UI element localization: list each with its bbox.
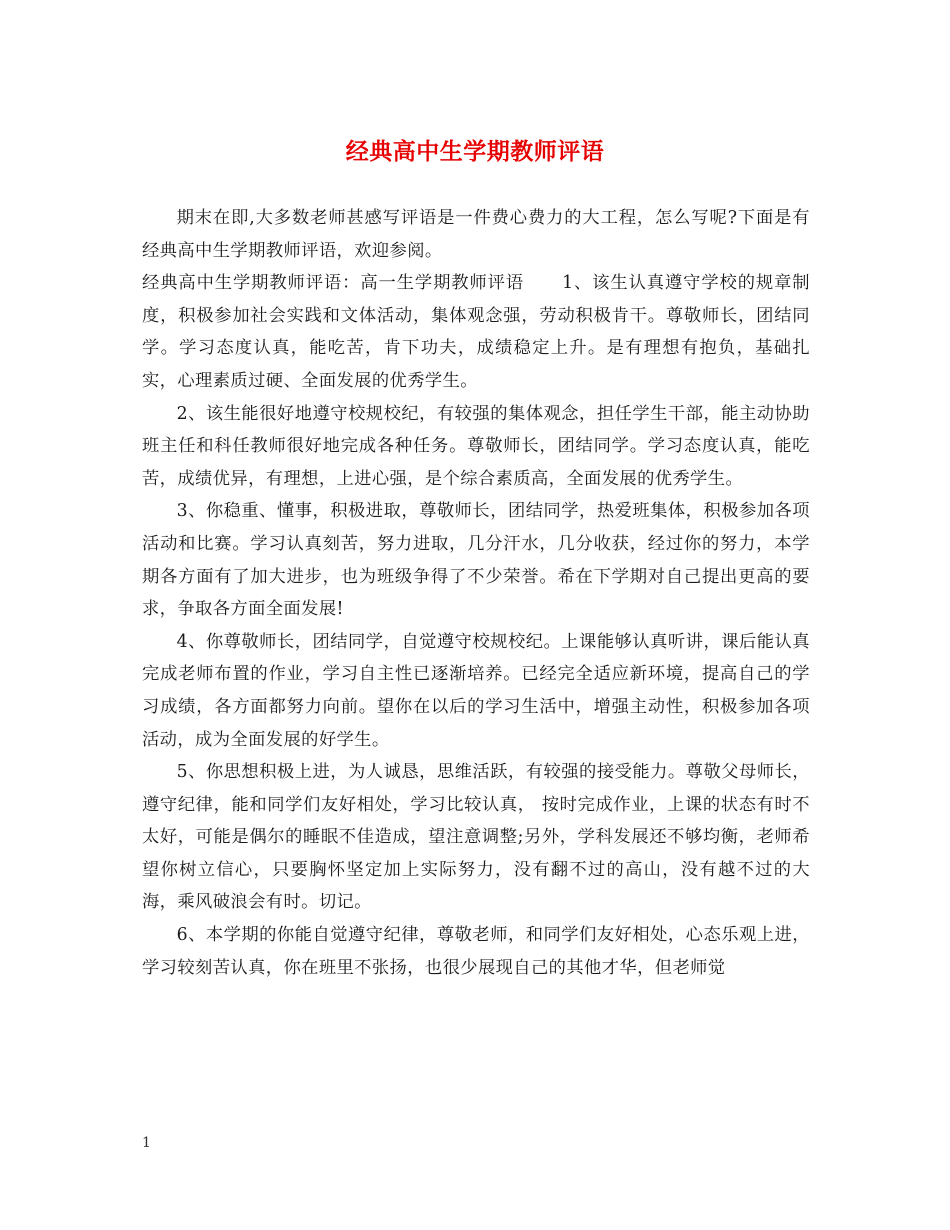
document-body xyxy=(142,202,810,984)
comment-3: 3、你稳重、懂事，积极进取，尊敬师长，团结同学，热爱班集体，积极参加各项活动和比赛。学习认真刻苦，努力进取，几分汗水，几分收获，经过你的努力，本学期各方面有了加大进步，也为班级争得了不少荣誉。希在下学期对自己提出更高的要求，争取各方面全面发展! xyxy=(142,501,810,620)
document-title: 经典高中生学期教师评语 xyxy=(345,138,605,165)
comment-1: 1、该生认真遵守学校的规章制度，积极参加社会实践和文体活动，集体观念强，劳动积极肯干。尊敬师长，团结同学。学习态度认真，能吃苦，肯下功夫，成绩稳定上升。是有理想有抱负，基础扎实，心理素质过硬、全面发展的优秀学生。 xyxy=(142,273,810,391)
section-heading: 经典高中生学期教师评语：高一生学期教师评语 xyxy=(142,273,525,294)
intro-paragraph: 期末在即,大多数老师甚感写评语是一件费心费力的大工程，怎么写呢?下面是有经典高中生学期教师评语，欢迎参阅。 xyxy=(142,208,810,261)
comment-4: 4、你尊敬师长，团结同学，自觉遵守校规校纪。上课能够认真听讲，课后能认真完成老师布置的作业，学习自主性已逐渐培养。已经完全适应新环境，提高自己的学习成绩，各方面都努力向前。望你在以后的学习生活中，增强主动性，积极参加各项活动，成为全面发展的好学生。 xyxy=(142,631,810,750)
page-number: 1 xyxy=(142,1135,151,1151)
comment-5: 5、你思想积极上进，为人诚恳，思维活跃，有较强的接受能力。尊敬父母师长，遵守纪律，能和同学们友好相处，学习比较认真， 按时完成作业，上课的状态有时不太好，可能是偶尔的睡眠不佳造成，望注意调整;另外，学科发展还不够均衡，老师希望你树立信心，只要胸怀坚定加上实际努力，没有翻不过的高山，没有越不过的大海，乘风破浪会有时。切记。 xyxy=(142,762,810,913)
comment-2: 2、该生能很好地遵守校规校纪，有较强的集体观念，担任学生干部，能主动协助班主任和科任教师很好地完成各种任务。尊敬师长，团结同学。学习态度认真，能吃苦，成绩优异，有理想，上进心强，是个综合素质高，全面发展的优秀学生。 xyxy=(142,403,810,489)
section-paragraph xyxy=(142,267,810,397)
comment-6: 6、本学期的你能自觉遵守纪律，尊敬老师，和同学们友好相处，心态乐观上进，学习较刻苦认真，你在班里不张扬，也很少展现自己的其他才华，但老师觉 xyxy=(142,925,810,978)
